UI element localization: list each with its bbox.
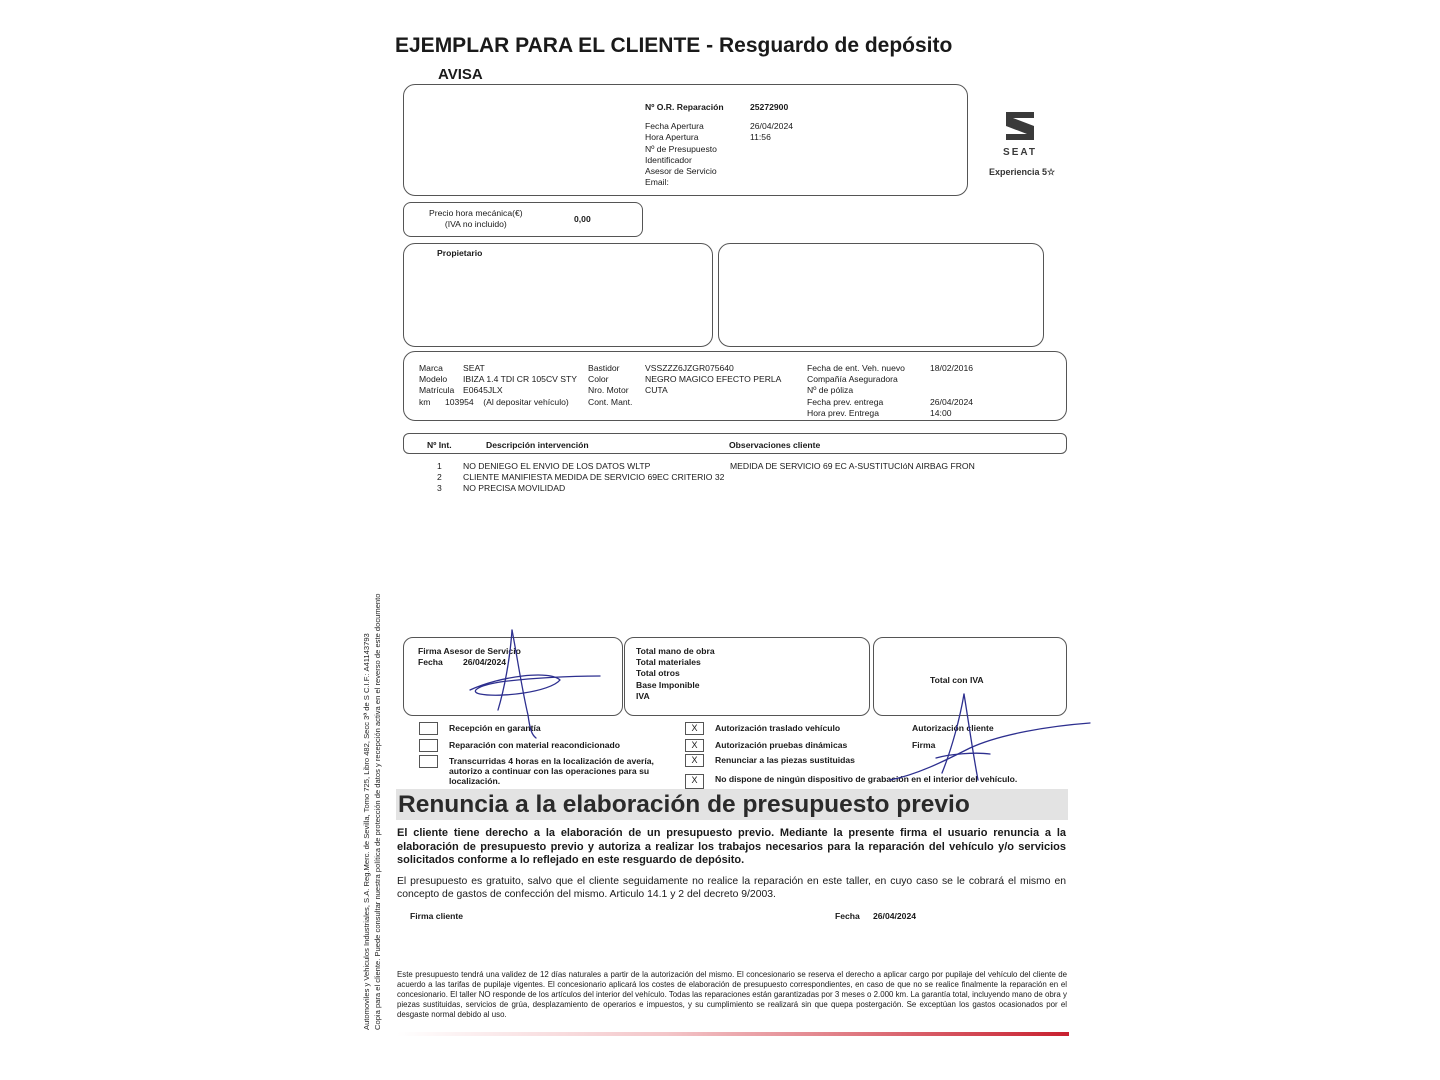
vehicle-labels-col2: Bastidor Color Nro. Motor Cont. Mant. [588, 363, 633, 407]
checkbox-averia[interactable] [419, 755, 438, 768]
seat-logo: SEAT [985, 110, 1055, 180]
checkbox-pruebas-label: Autorización pruebas dinámicas [715, 740, 848, 750]
vehicle-values-col3: 18/02/2016 26/04/2024 14:00 [930, 363, 974, 418]
renuncia-normal-text: El presupuesto es gratuito, salvo que el cliente seguidamente no realice la reparación en este taller, en cuyo caso se le cobrará el mismo en concepto de gastos de confección del mismo. Articulo 14.1 y 2 del decreto 9/2003. [397, 876, 1066, 901]
checkbox-traslado[interactable]: X [685, 722, 704, 735]
checkbox-grabacion[interactable]: X [685, 774, 704, 789]
checkbox-grabacion-label: No dispone de ningún dispositivo de grabación en el interior del vehículo. [715, 774, 1018, 784]
table-row: 1 [437, 461, 442, 471]
col-header-desc: Descripción intervención [486, 440, 589, 450]
total-iva-label: Total con IVA [930, 675, 984, 685]
checkbox-piezas-label: Renunciar a las piezas sustituidas [715, 755, 855, 765]
vehicle-values-col2: VSSZZZ6JZGR075640 NEGRO MAGICO EFECTO PERLA CUTA [645, 363, 782, 396]
checkbox-reacondicionado-label: Reparación con material reacondicionado [449, 740, 620, 750]
vehicle-labels-col1: Marca Modelo Matrícula km [419, 363, 455, 407]
renuncia-title: Renuncia a la elaboración de presupuesto previo [398, 791, 970, 818]
checkbox-garantia-label: Recepción en garantía [449, 723, 541, 733]
col-header-nint: Nº Int. [427, 440, 452, 450]
table-row: 3 [437, 483, 442, 494]
renuncia-fecha-label: Fecha [835, 911, 860, 921]
checkbox-traslado-label: Autorización traslado vehículo [715, 723, 841, 733]
autorizacion-cliente-label: Autorización cliente [912, 723, 994, 733]
renuncia-fecha: 26/04/2024 [873, 911, 917, 921]
firma-cliente-label: Firma cliente [410, 911, 464, 921]
advisor-fecha-label: Fecha [418, 657, 443, 667]
advisor-fecha: 26/04/2024 [463, 657, 507, 667]
renuncia-bold-text: El cliente tiene derecho a la elaboración de un presupuesto previo. Mediante la presente firma el usuario renuncia a la elaboración de presupuesto previo y autoriza a realizar los trabajos necesarios para la reparación del vehículo y/o servicios solicitados conforme a lo reflejado en este resguardo de depósito. [397, 827, 1066, 867]
advisor-signature-label: Firma Asesor de Servicio [418, 646, 521, 656]
document-title: EJEMPLAR PARA EL CLIENTE - Resguardo de depósito [395, 34, 953, 57]
firma-label: Firma [912, 740, 936, 750]
price-label: Precio hora mecánica(€) (IVA no incluido) [429, 208, 523, 230]
brand-tagline: Experiencia 5☆ [989, 167, 1056, 177]
seat-s-icon [1003, 110, 1037, 142]
hora-apertura: 11:56 [750, 132, 771, 143]
owner-label: Propietario [437, 248, 483, 258]
fecha-apertura: 26/04/2024 [750, 121, 794, 132]
footer-accent-bar [397, 1032, 1069, 1036]
checkbox-pruebas[interactable]: X [685, 739, 704, 752]
price-value: 0,00 [574, 214, 591, 224]
vehicle-labels-col3: Fecha de ent. Veh. nuevo Compañía Aseguradora Nº de póliza Fecha prev. entrega Hora prev. Entrega [807, 363, 905, 418]
vehicle-values-col1: SEAT IBIZA 1.4 TDI CR 105CV STY E0645JLX [463, 363, 577, 396]
order-labels: Nº O.R. Reparación Fecha Apertura Hora Apertura Nº de Presupuesto Identificador Asesor de Servicio Email: [645, 102, 724, 188]
checkbox-garantia[interactable] [419, 722, 438, 735]
star-icon: 5☆ [1042, 167, 1056, 177]
intervention-observations: MEDIDA DE SERVICIO 69 EC A-SUSTITUCIóN AIRBAG FRON [730, 461, 975, 471]
secondary-owner-box [718, 243, 1044, 347]
totals-labels: Total mano de obra Total materiales Total otros Base Imponible IVA [636, 646, 715, 701]
intervention-descriptions: NO DENIEGO EL ENVIO DE LOS DATOS WLTP CLIENTE MANIFIESTA MEDIDA DE SERVICIO 69EC CRITERIO 32 NO PRECISA MOVILIDAD [463, 461, 725, 494]
side-legal-text: Automoviles y Vehiculos Industriales, S.A. Reg.Merc. de Sevilla, Tomo 725, Libro 482, Secc 3ª de S C.I.F.: A41143793 Copia para el cliente. Puede consultar nuestra política de protección de datos y recepción activa en el reverso de este documento [362, 593, 382, 1030]
checkbox-piezas[interactable]: X [685, 754, 704, 767]
company-name: AVISA [438, 66, 483, 83]
order-values [750, 102, 793, 144]
checkbox-reacondicionado[interactable] [419, 739, 438, 752]
col-header-obs: Observaciones cliente [729, 440, 821, 450]
checkbox-averia-label: Transcurridas 4 horas en la localización de avería, autorizo a continuar con las operaciones para su localización. [449, 756, 654, 786]
table-row: 2 [437, 472, 442, 483]
or-number: 25272900 [750, 102, 789, 112]
footer-terms: Este presupuesto tendrá una validez de 12 días naturales a partir de la autorización del mismo. El concesionario se reserva el derecho a aplicar cargo por pupilaje del vehículo del cliente de acuerdo a las tarifas de pupilaje vigentes. El concesionario aplicará los costes de elaboración de presupuesto correspondientes, en caso de que no se realice finalmente la reparación en el concesionario. El taller NO responde de los artículos del interior del vehículo. Todas las reparaciones están garantizadas por 3 meses o 2.000 km. La garantía total, incluyendo mano de obra y piezas sustituidas, servicios de grúa, desplazamiento de operarios e impuestos, y su cumplimiento se realizará sin que quepa postergación. Se exceptúan los gastos ocasionados por el desgaste normal debido al uso. [397, 970, 1067, 1020]
intervention-numbers [437, 461, 442, 495]
vehicle-km: 103954 (Al depositar vehículo) [445, 396, 569, 407]
